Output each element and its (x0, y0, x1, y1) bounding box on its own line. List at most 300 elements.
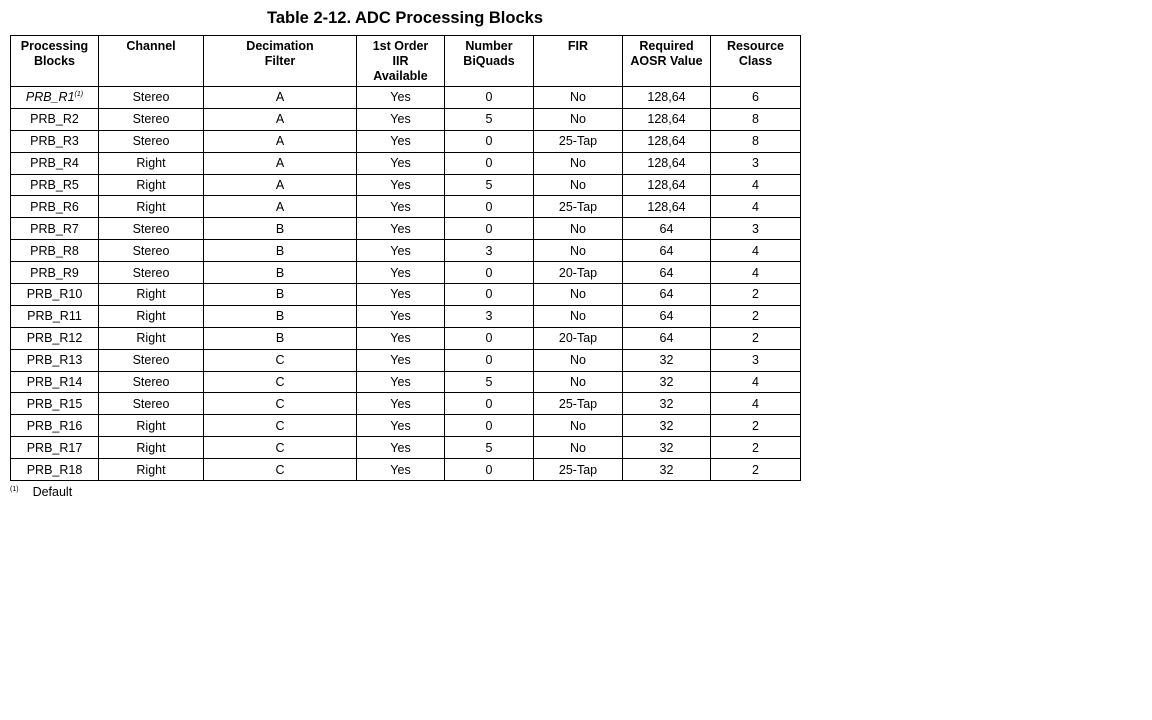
cell-value: 0 (485, 221, 493, 236)
cell-value: 3 (752, 156, 759, 171)
cell-value: PRB_R9 (30, 265, 79, 280)
column-header-line: Required (639, 39, 694, 53)
cell-fir (534, 174, 623, 196)
cell-value: Yes (390, 331, 411, 346)
footnote (10, 484, 800, 500)
cell-value: Yes (390, 156, 411, 171)
cell-decimation-filter (204, 108, 357, 130)
cell-value: Right (136, 178, 166, 192)
cell-required-aosr-value (623, 130, 711, 152)
cell-value: 128,64 (647, 112, 686, 127)
cell-iir-available (357, 349, 445, 371)
cell-decimation-filter (204, 284, 357, 306)
table-row (11, 196, 801, 218)
table-row (11, 87, 801, 109)
cell-value: PRB_R15 (26, 396, 83, 411)
cell-number-biquads (445, 87, 534, 109)
column-header-line: Decimation (246, 39, 314, 53)
cell-fir (534, 218, 623, 240)
cell-channel (99, 371, 204, 393)
cell-value: 4 (752, 199, 759, 214)
cell-processing-blocks (11, 240, 99, 262)
cell-iir-available (357, 262, 445, 284)
cell-value: 0 (485, 134, 493, 149)
cell-value: 5 (485, 440, 493, 455)
table-row (11, 130, 801, 152)
cell-value: 64 (659, 309, 674, 324)
cell-number-biquads (445, 327, 534, 349)
cell-iir-available (357, 108, 445, 130)
cell-value: 0 (485, 265, 493, 280)
column-header-channel (99, 36, 204, 87)
cell-resource-class (711, 262, 801, 284)
cell-value: 3 (485, 243, 493, 258)
cell-value: Yes (390, 353, 411, 368)
cell-value: 4 (752, 243, 759, 258)
cell-value: 0 (485, 90, 493, 105)
cell-required-aosr-value (623, 87, 711, 109)
cell-channel (99, 152, 204, 174)
cell-value: A (275, 112, 285, 127)
cell-processing-blocks (11, 87, 99, 109)
cell-value: 128,64 (647, 156, 686, 171)
column-header-line: Blocks (34, 54, 75, 68)
cell-value: 0 (485, 331, 493, 346)
cell-value: C (275, 462, 285, 477)
cell-value: 0 (485, 199, 493, 214)
cell-value: PRB_R16 (26, 418, 83, 433)
cell-decimation-filter (204, 174, 357, 196)
cell-required-aosr-value (623, 415, 711, 437)
cell-channel (99, 349, 204, 371)
cell-number-biquads (445, 459, 534, 481)
column-header-resource-class (711, 36, 801, 87)
cell-fir (534, 240, 623, 262)
table-body (11, 87, 801, 481)
column-header-line: IIR (392, 54, 409, 68)
cell-value: Stereo (132, 396, 170, 411)
cell-decimation-filter (204, 415, 357, 437)
cell-required-aosr-value (623, 262, 711, 284)
cell-value: A (275, 90, 285, 105)
cell-processing-blocks (11, 371, 99, 393)
cell-value: B (275, 221, 285, 236)
cell-decimation-filter (204, 262, 357, 284)
cell-value: PRB_R14 (26, 375, 83, 390)
cell-processing-blocks (11, 393, 99, 415)
cell-value: 4 (752, 178, 759, 192)
table-row (11, 371, 801, 393)
cell-required-aosr-value (623, 152, 711, 174)
adc-processing-blocks-table (10, 35, 801, 481)
cell-number-biquads (445, 240, 534, 262)
cell-value: No (570, 375, 586, 390)
cell-fir (534, 152, 623, 174)
footnote-marker: (1) (10, 485, 19, 493)
column-header-line: Channel (126, 39, 176, 53)
cell-value: No (570, 287, 586, 302)
cell-value: Stereo (132, 265, 170, 280)
cell-required-aosr-value (623, 327, 711, 349)
cell-value: Yes (390, 221, 411, 236)
cell-value: No (570, 221, 586, 236)
cell-resource-class (711, 393, 801, 415)
cell-value: Stereo (132, 375, 170, 390)
table-row (11, 437, 801, 459)
column-header-line: Resource (727, 39, 784, 53)
cell-value: 0 (485, 353, 493, 368)
cell-value: 5 (485, 178, 493, 192)
cell-value: Yes (390, 418, 411, 433)
cell-decimation-filter (204, 87, 357, 109)
cell-processing-blocks (11, 459, 99, 481)
cell-iir-available (357, 218, 445, 240)
cell-processing-blocks (11, 284, 99, 306)
cell-required-aosr-value (623, 218, 711, 240)
cell-fir (534, 459, 623, 481)
cell-channel (99, 196, 204, 218)
table-row (11, 240, 801, 262)
column-header-line: Class (738, 54, 773, 68)
cell-required-aosr-value (623, 459, 711, 481)
cell-fir (534, 371, 623, 393)
cell-value: Yes (390, 396, 411, 411)
cell-value: 20-Tap (558, 331, 598, 346)
cell-value: 0 (485, 396, 493, 411)
cell-value: Right (136, 156, 166, 171)
cell-number-biquads (445, 284, 534, 306)
cell-required-aosr-value (623, 393, 711, 415)
cell-value: Stereo (132, 112, 170, 127)
cell-value: PRB_R4 (30, 156, 79, 171)
cell-channel (99, 327, 204, 349)
cell-channel (99, 108, 204, 130)
cell-fir (534, 393, 623, 415)
column-header-line: BiQuads (463, 54, 515, 68)
cell-channel (99, 262, 204, 284)
cell-iir-available (357, 130, 445, 152)
cell-channel (99, 130, 204, 152)
cell-number-biquads (445, 174, 534, 196)
cell-value: PRB_R1 (25, 90, 75, 105)
cell-channel (99, 459, 204, 481)
cell-iir-available (357, 371, 445, 393)
cell-decimation-filter (204, 327, 357, 349)
cell-channel (99, 174, 204, 196)
cell-value: No (570, 418, 586, 433)
cell-iir-available (357, 327, 445, 349)
cell-decimation-filter (204, 459, 357, 481)
cell-value: 25-Tap (558, 396, 598, 411)
cell-fir (534, 437, 623, 459)
column-header-line: Available (373, 69, 428, 83)
cell-resource-class (711, 415, 801, 437)
cell-number-biquads (445, 218, 534, 240)
cell-value: Right (136, 418, 166, 433)
cell-value: Yes (390, 265, 411, 280)
table-row (11, 349, 801, 371)
cell-fir (534, 196, 623, 218)
cell-decimation-filter (204, 218, 357, 240)
cell-value: 2 (752, 287, 759, 302)
cell-required-aosr-value (623, 240, 711, 262)
cell-channel (99, 437, 204, 459)
cell-value: 128,64 (647, 199, 686, 214)
cell-value: No (570, 309, 586, 324)
cell-value: 25-Tap (558, 462, 598, 477)
cell-value: Right (136, 309, 166, 324)
table-row (11, 108, 801, 130)
cell-value: PRB_R17 (26, 440, 83, 455)
default-footnote-marker: (1) (74, 91, 84, 99)
table-row (11, 152, 801, 174)
cell-value: 64 (659, 265, 674, 280)
cell-value: PRB_R2 (30, 112, 79, 127)
cell-resource-class (711, 459, 801, 481)
column-header-line: 1st Order (372, 39, 429, 53)
footnote-text: Default (32, 485, 73, 500)
column-header-iir-available (357, 36, 445, 87)
cell-iir-available (357, 393, 445, 415)
table-row (11, 218, 801, 240)
cell-fir (534, 327, 623, 349)
cell-channel (99, 415, 204, 437)
cell-value: Stereo (132, 90, 170, 105)
cell-iir-available (357, 240, 445, 262)
cell-required-aosr-value (623, 108, 711, 130)
cell-processing-blocks (11, 152, 99, 174)
cell-processing-blocks (11, 305, 99, 327)
cell-value: Yes (390, 375, 411, 390)
cell-required-aosr-value (623, 305, 711, 327)
cell-value: 8 (752, 112, 759, 127)
cell-fir (534, 415, 623, 437)
cell-decimation-filter (204, 305, 357, 327)
cell-value: 2 (752, 331, 759, 346)
table-row (11, 415, 801, 437)
table-title: Table 2-12. ADC Processing Blocks (266, 9, 543, 27)
cell-value: Right (136, 199, 166, 214)
cell-value: 4 (752, 375, 759, 390)
cell-required-aosr-value (623, 174, 711, 196)
cell-value: C (275, 418, 285, 433)
cell-fir (534, 284, 623, 306)
cell-value: 0 (485, 287, 493, 302)
cell-iir-available (357, 415, 445, 437)
cell-fir (534, 349, 623, 371)
cell-resource-class (711, 349, 801, 371)
cell-number-biquads (445, 152, 534, 174)
cell-number-biquads (445, 415, 534, 437)
cell-required-aosr-value (623, 284, 711, 306)
cell-value: No (570, 178, 586, 192)
cell-processing-blocks (11, 415, 99, 437)
cell-fir (534, 108, 623, 130)
cell-value: 5 (485, 375, 493, 390)
cell-value: PRB_R8 (30, 243, 79, 258)
cell-resource-class (711, 108, 801, 130)
cell-iir-available (357, 305, 445, 327)
cell-value: No (570, 112, 586, 127)
cell-number-biquads (445, 349, 534, 371)
cell-channel (99, 87, 204, 109)
cell-decimation-filter (204, 437, 357, 459)
cell-value: No (570, 156, 586, 171)
cell-value: 32 (659, 353, 674, 368)
cell-value: No (570, 440, 586, 455)
cell-number-biquads (445, 393, 534, 415)
cell-value: Stereo (132, 243, 170, 258)
cell-iir-available (357, 174, 445, 196)
column-header-line: Number (465, 39, 513, 53)
cell-value: Yes (390, 134, 411, 149)
cell-value: PRB_R12 (26, 331, 83, 346)
cell-value: 32 (659, 396, 674, 411)
cell-value: 64 (659, 243, 674, 258)
cell-value: 64 (659, 221, 674, 236)
cell-resource-class (711, 437, 801, 459)
table-row (11, 393, 801, 415)
cell-value: 3 (752, 353, 759, 368)
cell-resource-class (711, 284, 801, 306)
cell-value: 8 (752, 134, 759, 149)
cell-value: 32 (659, 418, 674, 433)
column-header-line: Filter (264, 54, 296, 68)
cell-value: PRB_R3 (30, 134, 79, 149)
cell-resource-class (711, 152, 801, 174)
column-header-line: AOSR Value (630, 54, 703, 68)
cell-channel (99, 240, 204, 262)
cell-processing-blocks (11, 327, 99, 349)
cell-value: B (275, 265, 285, 280)
cell-value: Yes (390, 287, 411, 302)
cell-value: 2 (752, 462, 759, 477)
cell-required-aosr-value (623, 371, 711, 393)
cell-value: Right (136, 440, 166, 455)
cell-resource-class (711, 327, 801, 349)
cell-value: A (275, 199, 285, 214)
table-row (11, 459, 801, 481)
cell-value: 25-Tap (558, 134, 598, 149)
cell-fir (534, 262, 623, 284)
cell-value: Yes (390, 90, 411, 105)
column-header-line: FIR (567, 39, 589, 53)
cell-iir-available (357, 284, 445, 306)
cell-value: 5 (485, 112, 493, 127)
cell-channel (99, 393, 204, 415)
cell-value: Yes (390, 178, 411, 192)
cell-value: 32 (659, 440, 674, 455)
cell-value: 0 (485, 462, 493, 477)
cell-value: PRB_R5 (30, 178, 79, 192)
column-header-processing-blocks (11, 36, 99, 87)
cell-value: Right (136, 287, 166, 302)
cell-number-biquads (445, 196, 534, 218)
cell-iir-available (357, 437, 445, 459)
cell-decimation-filter (204, 196, 357, 218)
cell-value: 25-Tap (558, 199, 598, 214)
cell-decimation-filter (204, 130, 357, 152)
cell-required-aosr-value (623, 196, 711, 218)
cell-value: No (570, 243, 586, 258)
cell-value: 6 (752, 90, 759, 105)
cell-decimation-filter (204, 152, 357, 174)
cell-value: B (275, 331, 285, 346)
cell-resource-class (711, 174, 801, 196)
cell-number-biquads (445, 371, 534, 393)
cell-processing-blocks (11, 262, 99, 284)
table-row (11, 305, 801, 327)
cell-resource-class (711, 240, 801, 262)
cell-value: Stereo (132, 353, 170, 368)
cell-value: Yes (390, 440, 411, 455)
cell-resource-class (711, 196, 801, 218)
cell-iir-available (357, 459, 445, 481)
cell-value: Yes (390, 199, 411, 214)
table-row (11, 284, 801, 306)
cell-number-biquads (445, 108, 534, 130)
cell-value: B (275, 243, 285, 258)
cell-processing-blocks (11, 108, 99, 130)
cell-value: PRB_R10 (26, 287, 83, 302)
cell-required-aosr-value (623, 437, 711, 459)
cell-value: PRB_R18 (26, 462, 83, 477)
cell-value: 0 (485, 156, 493, 171)
column-header-number-biquads (445, 36, 534, 87)
cell-value: 2 (752, 418, 759, 433)
cell-value: Yes (390, 243, 411, 258)
document (10, 7, 800, 500)
cell-processing-blocks (11, 349, 99, 371)
cell-iir-available (357, 152, 445, 174)
column-header-fir (534, 36, 623, 87)
cell-value: C (275, 396, 285, 411)
cell-value: No (570, 90, 586, 105)
cell-value: 3 (752, 221, 759, 236)
cell-value: C (275, 375, 285, 390)
cell-number-biquads (445, 262, 534, 284)
cell-value: A (275, 178, 285, 192)
cell-processing-blocks (11, 218, 99, 240)
cell-number-biquads (445, 305, 534, 327)
column-header-line: Processing (20, 39, 89, 53)
cell-fir (534, 305, 623, 327)
cell-value: 64 (659, 287, 674, 302)
cell-value: 128,64 (647, 90, 686, 105)
cell-value: A (275, 134, 285, 149)
cell-value: 20-Tap (558, 265, 598, 280)
cell-decimation-filter (204, 393, 357, 415)
cell-iir-available (357, 196, 445, 218)
cell-value: Right (136, 331, 166, 346)
cell-value: B (275, 309, 285, 324)
cell-value: PRB_R6 (30, 199, 79, 214)
cell-value: Stereo (132, 134, 170, 149)
cell-required-aosr-value (623, 349, 711, 371)
cell-value: B (275, 287, 285, 302)
cell-value: 128,64 (647, 134, 686, 149)
cell-value: PRB_R7 (30, 221, 79, 236)
cell-value: Yes (390, 309, 411, 324)
table-row (11, 262, 801, 284)
cell-channel (99, 284, 204, 306)
cell-resource-class (711, 87, 801, 109)
cell-value: A (275, 156, 285, 171)
cell-value: 0 (485, 418, 493, 433)
cell-fir (534, 87, 623, 109)
cell-channel (99, 218, 204, 240)
cell-value: Yes (390, 462, 411, 477)
